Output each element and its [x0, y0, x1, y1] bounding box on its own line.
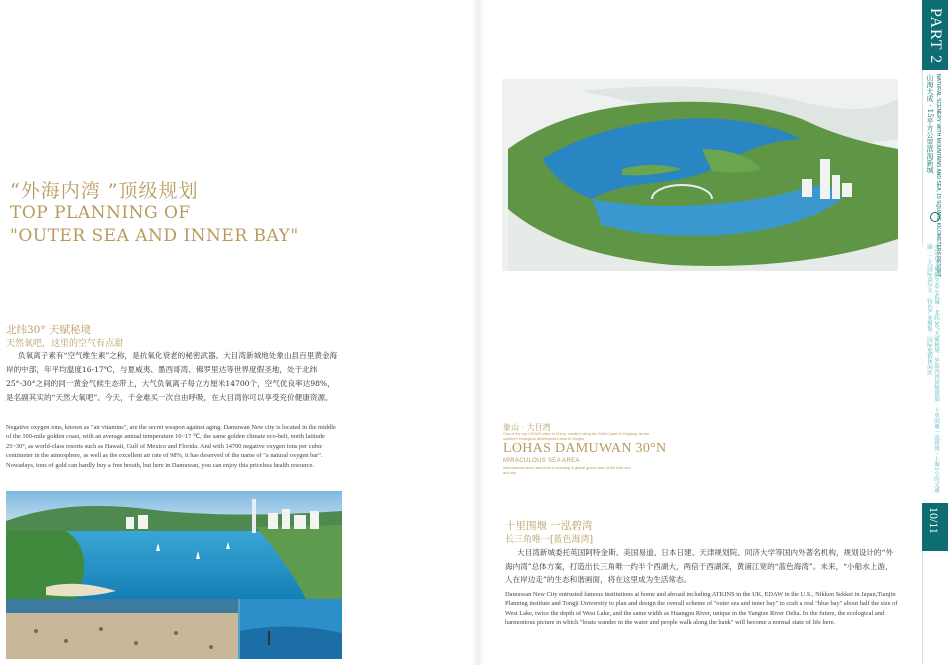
lohas-subheading-english: MIRACULOUS SEA AREA: [503, 458, 580, 464]
title-english-line2: "OUTER SEA AND INNER BAY": [10, 226, 299, 246]
lohas-heading-english: LOHAS DAMUWAN 30°N: [503, 441, 667, 456]
bay-photo-collage: [6, 491, 342, 659]
part-label: PART 2: [927, 8, 944, 65]
body-text-chinese: 负氧离子素有“空气维生素”之称，是抗氧化衰老的秘密武器。大目湾新城地处象山县百里黄金海岸的中部，年平均温度16-17℃，与夏威夷、墨西哥湾、佛罗里达等世界度假圣地，处于北纬25°-30°之间的同一黄金气候生态带上，大气负氧离子每立方厘米14700个，空气优良率达98%，是名副其实的“天然大氧吧”。今天，千金难买一次自由呼吸，在大目湾你可以享受充价健康资源。: [6, 351, 338, 402]
section-heading-latitude: 北纬30° 天赋秘境: [6, 324, 91, 336]
sidebar-vertical-chinese: 山海大成 · 15平方公里滨海新城: [926, 74, 934, 174]
sidebar-vertical-english: NATURAL SCENERY WITH MOUNTAINS AND SEA, 15 SQUARE KILOMETERS RESORT: [935, 74, 941, 278]
body-text-english-bay: Damuwan New City entrusted famous institutions at home and abroad including ATKINS in the UK, EDAW in the U.S., Nikken Sekkei in Japan,Tianjin Planning institute and Tongji University to plan and design the overall scheme of "outer sea and inner bay" to craft a real "blue bay" about half the size of West Lake, twice the depth of West Lake, and the same width as Huangpu River, unique in the Yangtze River Delta. In the future, the ecological and harmonious picture in which "boats wander in the water and people walk along the bank" will become a normal state of life here.: [505, 591, 898, 627]
sidebar-topic-list: 全国首个低碳生态示范城 · 北纬30°天赋秘境 · 外海内湾顶级规划 · 十里围堰一泓碧湾 · 上海1小时交通圈 · 三大国际高尔夫 · 特色产业聚集 · 国际度假休闲区: [926, 244, 939, 493]
section-subheading-oxygen: 天然氧吧，这里的空气有点甜: [6, 339, 124, 349]
sidebar-rule: [922, 551, 949, 665]
section-subheading-bay: 长三角唯一[蓝色海湾]: [505, 535, 594, 545]
lohas-heading-chinese: 象山 · 大目湾: [503, 423, 551, 432]
page-number: 10/11: [927, 507, 941, 534]
lohas-caption-small-2: International resort area that is stunning in global grand view of the blue sea and sky: [503, 466, 631, 475]
body-text-chinese-bay: 大目湾新城委托英国阿特金斯、美国易道、日本日建、天津规划院、同济大学等国内外著名机构，规划设计的“外海内湾”总体方案，打造出长三角唯一约半个西湖大，两倍于西湖深，黄浦江宽的“蓝色海湾”。未来，“小船水上游，人在岸边走”的生态和谐画面，将在这里成为生活常态。: [505, 548, 893, 584]
body-text-english: Negative oxygen ions, known as "air vitamins", are the secret weapon against aging. Damuwan New city is located in the middle of the 100-mile golden coast, with an average annual temperature 16~17 ℃, the same golden climate eco-belt, north latitude 25~30°, as world-class resorts such as Hawaii, Gulf of Mexico and Florida. And with 14700 negative oxygen ions per cubic centimeter in the atmosphere, as well as the excellent air rate of 98%, it has deserved of the name of "a natural oxygen bar". Nowadays, tons of gold can hardly buy a free breath, but here in Damuwan, you can enjoy this priceless health resource.: [6, 424, 336, 469]
sidebar-circle-marker: [930, 212, 940, 222]
lohas-caption-small: One of the top LOHAS cities in China, created using the Gold Coast of Zhejiang, as the southern ecological development area in Ningbo: [503, 432, 650, 441]
aerial-rendering-illustration: [502, 79, 898, 271]
title-english-line1: TOP PLANNING OF: [10, 203, 191, 223]
page-fold: [472, 0, 484, 665]
bay-photo-illustration: [6, 491, 342, 659]
aerial-bay-rendering: [502, 79, 898, 271]
title-chinese: “外海内湾 ”顶级规划: [10, 180, 199, 202]
section-heading-bay: 十里围堰 一泓碧湾: [505, 520, 593, 532]
